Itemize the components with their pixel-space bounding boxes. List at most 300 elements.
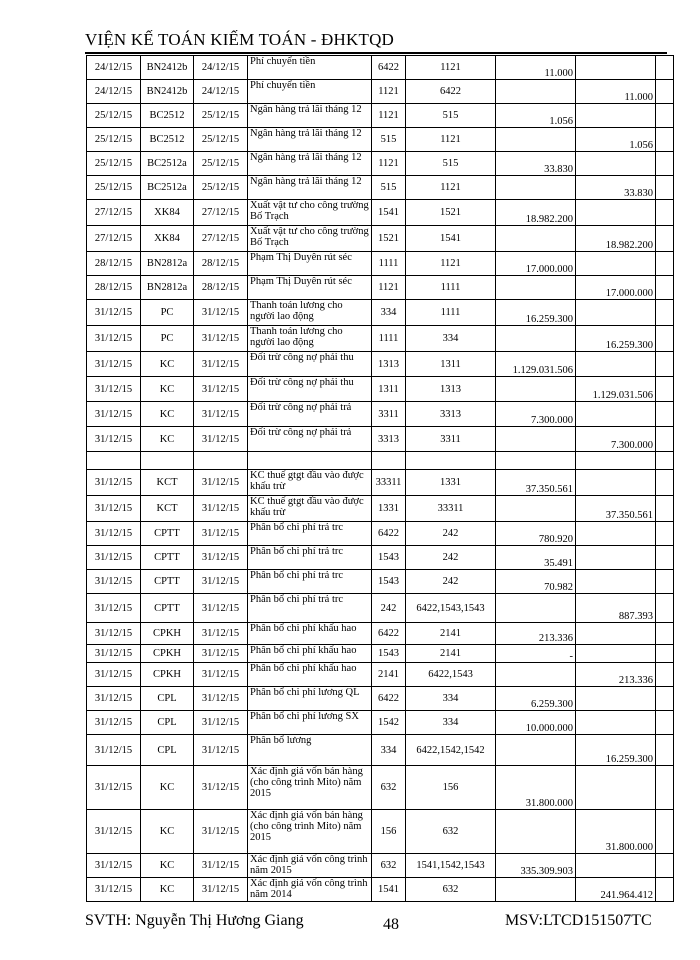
cell-debit: 242 [372,594,406,623]
cell-code: KC [141,766,194,810]
cell-desc: Phân bổ chi phí trả trc [248,594,372,623]
cell-amt1: 213.336 [496,623,576,645]
cell-amt1: 1.056 [496,104,576,128]
cell-debit: 1313 [372,352,406,377]
cell-date: 31/12/15 [87,766,141,810]
cell-empty [656,176,674,200]
cell-code: CPL [141,711,194,735]
cell-date2: 31/12/15 [194,878,248,902]
cell-amt2 [576,104,656,128]
cell-empty [656,252,674,276]
cell-code: KC [141,878,194,902]
cell-debit: 6422 [372,623,406,645]
cell-amt2: 18.982.200 [576,226,656,252]
cell-amt1 [496,810,576,854]
table-row [87,104,674,128]
cell-amt2 [576,623,656,645]
table-row [87,766,674,810]
cell-amt2 [576,402,656,427]
cell-date2: 24/12/15 [194,80,248,104]
cell-credit: 2141 [406,645,496,663]
cell-amt2 [576,645,656,663]
cell-amt1 [496,663,576,687]
cell-desc [248,452,372,470]
cell-date: 31/12/15 [87,878,141,902]
cell-empty [656,687,674,711]
table-row [87,623,674,645]
cell-empty [656,128,674,152]
student-id: MSV:LTCD151507TC [505,912,652,929]
cell-desc: Phân bổ chi phí khấu hao [248,623,372,645]
cell-date: 31/12/15 [87,546,141,570]
cell-amt1 [496,326,576,352]
cell-desc: Phạm Thị Duyên rút séc [248,276,372,300]
cell-code: BC2512 [141,128,194,152]
student-name: SVTH: Nguyễn Thị Hương Giang [85,912,304,929]
cell-amt2: 7.300.000 [576,427,656,452]
cell-date2: 25/12/15 [194,104,248,128]
cell-empty [656,200,674,226]
table-row [87,176,674,200]
cell-date: 27/12/15 [87,226,141,252]
cell-date2 [194,452,248,470]
cell-debit: 1121 [372,104,406,128]
cell-amt1 [496,226,576,252]
cell-code: CPTT [141,594,194,623]
cell-empty [656,522,674,546]
cell-credit: 1111 [406,276,496,300]
cell-date: 31/12/15 [87,522,141,546]
cell-date2: 31/12/15 [194,352,248,377]
cell-date: 25/12/15 [87,128,141,152]
cell-amt1: - [496,645,576,663]
cell-empty [656,810,674,854]
cell-desc: Phân bổ chi phí trả trc [248,522,372,546]
cell-desc: Xuất vật tư cho công trường Bố Trạch [248,200,372,226]
cell-amt1 [496,377,576,402]
cell-date: 31/12/15 [87,300,141,326]
cell-code: KC [141,810,194,854]
cell-empty [656,402,674,427]
cell-code [141,452,194,470]
cell-date2: 31/12/15 [194,810,248,854]
cell-code: CPKH [141,623,194,645]
cell-credit: 3313 [406,402,496,427]
cell-amt2: 11.000 [576,80,656,104]
cell-amt2 [576,854,656,878]
cell-amt1 [496,452,576,470]
cell-empty [656,276,674,300]
cell-date2: 31/12/15 [194,427,248,452]
cell-debit: 6422 [372,687,406,711]
cell-debit: 1121 [372,152,406,176]
cell-date: 31/12/15 [87,645,141,663]
cell-desc: Xuất vật tư cho công trường Bố Trạch [248,226,372,252]
cell-amt2: 1.129.031.506 [576,377,656,402]
cell-date2: 25/12/15 [194,176,248,200]
header-rule [85,52,667,54]
cell-debit: 1331 [372,496,406,522]
cell-empty [656,854,674,878]
cell-date2: 31/12/15 [194,623,248,645]
table-row [87,570,674,594]
cell-amt2: 241.964.412 [576,878,656,902]
cell-desc: Xác định giá vốn công trình năm 2014 [248,878,372,902]
cell-credit: 6422,1543,1543 [406,594,496,623]
table-row [87,878,674,902]
cell-debit: 2141 [372,663,406,687]
cell-credit: 1121 [406,176,496,200]
cell-desc: Phân bổ chi phí lương QL [248,687,372,711]
cell-amt2: 213.336 [576,663,656,687]
cell-empty [656,663,674,687]
cell-amt2: 37.350.561 [576,496,656,522]
cell-amt2 [576,522,656,546]
cell-amt1: 35.491 [496,546,576,570]
cell-credit: 1313 [406,377,496,402]
cell-debit: 1111 [372,252,406,276]
cell-amt2 [576,452,656,470]
cell-empty [656,377,674,402]
cell-empty [656,878,674,902]
cell-date2: 31/12/15 [194,402,248,427]
cell-amt1 [496,427,576,452]
cell-empty [656,570,674,594]
table-row [87,326,674,352]
cell-amt1: 17.000.000 [496,252,576,276]
cell-amt1 [496,276,576,300]
cell-credit: 1331 [406,470,496,496]
cell-debit: 3311 [372,402,406,427]
cell-date: 31/12/15 [87,810,141,854]
table-row [87,546,674,570]
cell-desc: KC thuế gtgt đầu vào được khấu trừ [248,470,372,496]
cell-date2: 25/12/15 [194,128,248,152]
table-row [87,687,674,711]
cell-code: KC [141,427,194,452]
cell-code: KC [141,854,194,878]
cell-empty [656,80,674,104]
cell-amt2: 31.800.000 [576,810,656,854]
cell-date: 25/12/15 [87,104,141,128]
cell-debit: 1543 [372,546,406,570]
table-row [87,402,674,427]
cell-date2: 31/12/15 [194,711,248,735]
cell-amt2 [576,546,656,570]
cell-date: 31/12/15 [87,402,141,427]
cell-code: CPTT [141,546,194,570]
cell-code: CPL [141,735,194,766]
cell-date: 31/12/15 [87,687,141,711]
cell-credit: 242 [406,546,496,570]
table-row [87,711,674,735]
cell-credit: 33311 [406,496,496,522]
cell-date: 28/12/15 [87,276,141,300]
cell-code: BN2812a [141,276,194,300]
cell-amt1: 1.129.031.506 [496,352,576,377]
cell-credit: 1111 [406,300,496,326]
cell-credit: 1121 [406,128,496,152]
cell-desc: Ngân hàng trả lãi tháng 12 [248,104,372,128]
cell-amt2: 33.830 [576,176,656,200]
cell-empty [656,766,674,810]
cell-debit: 1542 [372,711,406,735]
cell-debit: 3313 [372,427,406,452]
cell-date2: 31/12/15 [194,663,248,687]
cell-desc: Xác định giá vốn bán hàng (cho công trình Mito) năm 2015 [248,810,372,854]
cell-debit: 1311 [372,377,406,402]
cell-empty [656,711,674,735]
table-row [87,427,674,452]
cell-credit [406,452,496,470]
table-row [87,300,674,326]
cell-date2: 31/12/15 [194,496,248,522]
cell-code: KC [141,377,194,402]
cell-date: 31/12/15 [87,735,141,766]
cell-empty [656,645,674,663]
table-row [87,735,674,766]
cell-credit: 632 [406,810,496,854]
cell-date2: 31/12/15 [194,854,248,878]
page-number: 48 [383,916,399,933]
cell-date: 31/12/15 [87,663,141,687]
table-row [87,377,674,402]
cell-debit: 33311 [372,470,406,496]
cell-date2: 31/12/15 [194,470,248,496]
cell-amt2: 887.393 [576,594,656,623]
cell-date2: 31/12/15 [194,766,248,810]
table-row [87,645,674,663]
cell-date: 24/12/15 [87,80,141,104]
cell-debit: 1111 [372,326,406,352]
cell-date2: 27/12/15 [194,226,248,252]
cell-date: 27/12/15 [87,200,141,226]
cell-empty [656,104,674,128]
cell-empty [656,594,674,623]
cell-amt1: 10.000.000 [496,711,576,735]
cell-date: 31/12/15 [87,496,141,522]
cell-amt2 [576,300,656,326]
cell-date: 31/12/15 [87,470,141,496]
cell-date: 31/12/15 [87,570,141,594]
cell-amt1 [496,594,576,623]
cell-code: KCT [141,470,194,496]
cell-credit: 1311 [406,352,496,377]
cell-amt1 [496,878,576,902]
cell-amt1 [496,176,576,200]
table-row [87,452,674,470]
table-row [87,80,674,104]
table-row [87,594,674,623]
table-row [87,352,674,377]
cell-desc: Đối trừ công nợ phải trả [248,427,372,452]
cell-debit: 1121 [372,80,406,104]
cell-desc: Xác định giá vốn bán hàng (cho công trình Mito) năm 2015 [248,766,372,810]
cell-credit: 1121 [406,56,496,80]
cell-empty [656,623,674,645]
cell-credit: 515 [406,152,496,176]
cell-empty [656,226,674,252]
cell-date2: 24/12/15 [194,56,248,80]
table-row [87,522,674,546]
cell-date2: 28/12/15 [194,276,248,300]
cell-code: BN2412b [141,56,194,80]
cell-date: 31/12/15 [87,854,141,878]
cell-amt1: 18.982.200 [496,200,576,226]
cell-credit: 6422,1543 [406,663,496,687]
cell-amt2 [576,352,656,377]
cell-code: XK84 [141,200,194,226]
cell-date2: 31/12/15 [194,570,248,594]
cell-code: PC [141,300,194,326]
cell-desc: Thanh toán lương cho người lao động [248,326,372,352]
cell-amt1 [496,80,576,104]
cell-credit: 1541 [406,226,496,252]
cell-credit: 1121 [406,252,496,276]
cell-credit: 3311 [406,427,496,452]
cell-date2: 31/12/15 [194,594,248,623]
cell-credit: 242 [406,570,496,594]
cell-debit: 1541 [372,878,406,902]
table-row [87,854,674,878]
cell-date [87,452,141,470]
cell-date: 31/12/15 [87,427,141,452]
cell-amt2: 1.056 [576,128,656,152]
cell-empty [656,735,674,766]
table-row [87,810,674,854]
cell-debit: 1521 [372,226,406,252]
cell-desc: Phí chuyển tiền [248,80,372,104]
cell-code: BN2412b [141,80,194,104]
cell-date: 31/12/15 [87,623,141,645]
cell-amt2: 16.259.300 [576,326,656,352]
cell-date: 25/12/15 [87,176,141,200]
cell-desc: Phân bổ chi phí khấu hao [248,663,372,687]
cell-debit: 334 [372,300,406,326]
cell-debit [372,452,406,470]
cell-amt1: 11.000 [496,56,576,80]
cell-empty [656,300,674,326]
cell-debit: 1543 [372,570,406,594]
cell-credit: 632 [406,878,496,902]
cell-desc: Ngân hàng trả lãi tháng 12 [248,176,372,200]
journal-table [86,55,674,902]
cell-date2: 31/12/15 [194,546,248,570]
cell-empty [656,452,674,470]
cell-desc: Phân bổ chi phí trả trc [248,546,372,570]
cell-date: 31/12/15 [87,711,141,735]
cell-date2: 31/12/15 [194,377,248,402]
cell-date2: 31/12/15 [194,326,248,352]
cell-amt1: 780.920 [496,522,576,546]
cell-empty [656,326,674,352]
cell-empty [656,352,674,377]
cell-date: 24/12/15 [87,56,141,80]
cell-empty [656,427,674,452]
cell-credit: 2141 [406,623,496,645]
cell-desc: Ngân hàng trả lãi tháng 12 [248,152,372,176]
cell-credit: 242 [406,522,496,546]
cell-debit: 1541 [372,200,406,226]
cell-amt2 [576,711,656,735]
cell-debit: 515 [372,176,406,200]
cell-desc: Phân bổ lương [248,735,372,766]
cell-desc: Thanh toán lương cho người lao động [248,300,372,326]
cell-debit: 6422 [372,56,406,80]
cell-amt1: 16.259.300 [496,300,576,326]
table-row [87,226,674,252]
cell-amt1: 31.800.000 [496,766,576,810]
cell-code: KC [141,402,194,427]
cell-credit: 334 [406,711,496,735]
cell-amt1 [496,128,576,152]
cell-amt1: 7.300.000 [496,402,576,427]
cell-amt1 [496,735,576,766]
cell-code: KC [141,352,194,377]
cell-date2: 31/12/15 [194,645,248,663]
cell-date2: 31/12/15 [194,522,248,546]
cell-desc: Đối trừ công nợ phải thu [248,352,372,377]
cell-amt2 [576,252,656,276]
cell-empty [656,152,674,176]
cell-credit: 515 [406,104,496,128]
cell-debit: 1543 [372,645,406,663]
cell-date: 31/12/15 [87,352,141,377]
cell-credit: 156 [406,766,496,810]
cell-desc: Đối trừ công nợ phải trả [248,402,372,427]
cell-desc: Xác định giá vốn công trình năm 2015 [248,854,372,878]
cell-code: CPTT [141,570,194,594]
cell-amt2: 16.259.300 [576,735,656,766]
cell-date: 31/12/15 [87,594,141,623]
page-header: VIỆN KẾ TOÁN KIẾM TOÁN - ĐHKTQD [85,30,395,49]
cell-amt1: 70.982 [496,570,576,594]
cell-code: BC2512a [141,152,194,176]
cell-code: PC [141,326,194,352]
cell-debit: 156 [372,810,406,854]
table-row [87,56,674,80]
table-row [87,200,674,226]
cell-desc: Phân bổ chi phí lương SX [248,711,372,735]
cell-date2: 28/12/15 [194,252,248,276]
cell-desc: Phí chuyển tiền [248,56,372,80]
cell-debit: 515 [372,128,406,152]
table-row [87,252,674,276]
table-row [87,470,674,496]
cell-credit: 1541,1542,1543 [406,854,496,878]
cell-credit: 334 [406,687,496,711]
cell-credit: 334 [406,326,496,352]
cell-date: 31/12/15 [87,377,141,402]
cell-amt1: 335.309.903 [496,854,576,878]
cell-desc: Ngân hàng trả lãi tháng 12 [248,128,372,152]
cell-empty [656,546,674,570]
cell-amt2 [576,470,656,496]
cell-date: 28/12/15 [87,252,141,276]
cell-debit: 6422 [372,522,406,546]
cell-debit: 1121 [372,276,406,300]
cell-debit: 334 [372,735,406,766]
cell-date2: 31/12/15 [194,300,248,326]
cell-credit: 6422,1542,1542 [406,735,496,766]
table-row [87,496,674,522]
cell-desc: Phân bổ chi phí trả trc [248,570,372,594]
cell-code: BC2512 [141,104,194,128]
cell-code: KCT [141,496,194,522]
table-row [87,152,674,176]
cell-amt1: 6.259.300 [496,687,576,711]
table-row [87,663,674,687]
